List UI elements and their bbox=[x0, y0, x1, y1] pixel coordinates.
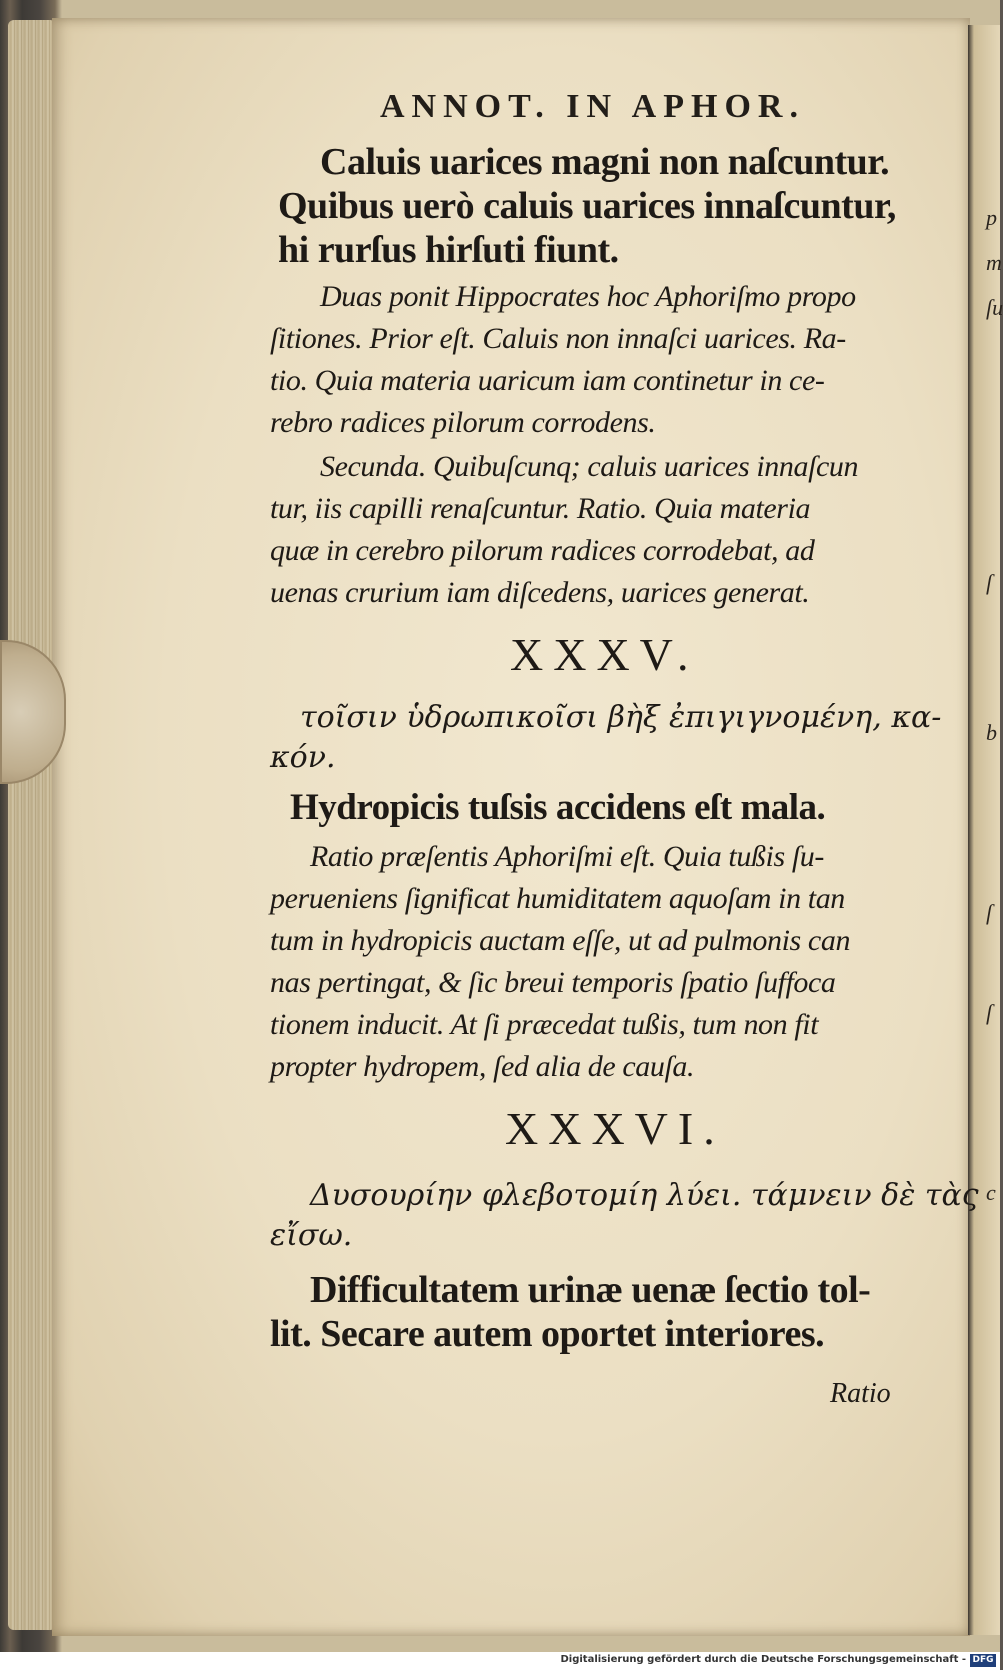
facing-page-fragment: ſu bbox=[986, 295, 1003, 320]
dfg-logo: DFG bbox=[970, 1654, 996, 1667]
aphorism-latin-line: Difficultatem urinæ uenæ ſectio tol- bbox=[310, 1269, 871, 1311]
facing-page-fragment: b bbox=[986, 720, 997, 745]
commentary-line: Secunda. Quibuſcunq; caluis uarices innaſcun bbox=[320, 450, 859, 483]
commentary-line: tio. Quia materia uaricum iam continetur in ce- bbox=[270, 364, 825, 397]
facing-page-fragment: c bbox=[986, 1180, 996, 1205]
aphorism-latin-line: Hydropicis tuſsis accidens eſt mala. bbox=[290, 787, 826, 828]
commentary-line: quæ in cerebro pilorum radices corrodebat, ad bbox=[270, 534, 815, 567]
commentary-line: tum in hydropicis auctam eſſe, ut ad pulmonis can bbox=[270, 924, 851, 957]
facing-page-fragment: p bbox=[986, 205, 997, 230]
commentary-line: tionem inducit. At ſi præcedat tußis, tum non fit bbox=[270, 1008, 819, 1041]
aphorism-latin-line: lit. Secare autem oportet interiores. bbox=[270, 1313, 825, 1355]
greek-text-line: κόν. bbox=[270, 740, 336, 775]
aphorism-latin-line: Caluis uarices magni non naſcuntur. bbox=[320, 141, 890, 183]
facing-page-fragment: ſ bbox=[986, 1000, 993, 1025]
footer-credit: Digitalisierung gefördert durch die Deutsche Forschungsgemeinschaft - bbox=[560, 1654, 966, 1665]
aphorism-latin-line: Quibus uerò caluis uarices innaſcuntur, bbox=[278, 185, 896, 227]
facing-page-fragment: ſ bbox=[986, 900, 993, 925]
greek-text-line: Δυσουρίην φλεβοτομίη λύει. τάμνειν δὲ τὰς bbox=[310, 1178, 979, 1213]
running-head: ANNOT. IN APHOR. bbox=[380, 88, 805, 125]
commentary-line: rebro radices pilorum corrodens. bbox=[270, 406, 656, 439]
commentary-line: perueniens ſignificat humiditatem aquoſam in tan bbox=[270, 882, 845, 915]
commentary-line: ſitiones. Prior eſt. Caluis non innaſci uarices. Ra- bbox=[270, 322, 846, 355]
aphorism-numeral: XXXVI. bbox=[505, 1103, 725, 1154]
commentary-line: tur, iis capilli renaſcuntur. Ratio. Quia materia bbox=[270, 492, 811, 525]
facing-page-fragment: m bbox=[986, 250, 1002, 275]
greek-text-line: τοῖσιν ὑδρωπικοῖσι βὴξ ἐπιγιγνομένη, κα- bbox=[300, 700, 942, 735]
commentary-line: nas pertingat, & ſic breui temporis ſpatio ſuffoca bbox=[270, 966, 836, 999]
catchword: Ratio bbox=[830, 1378, 891, 1409]
aphorism-latin-line: hi rurſus hirſuti fiunt. bbox=[278, 229, 619, 271]
commentary-line: uenas crurium iam diſcedens, uarices generat. bbox=[270, 576, 810, 609]
commentary-line: Duas ponit Hippocrates hoc Aphoriſmo propo bbox=[320, 280, 856, 313]
page-stack-edge bbox=[8, 20, 56, 1630]
commentary-line: propter hydropem, ſed alia de cauſa. bbox=[270, 1050, 695, 1083]
aphorism-numeral: XXXV. bbox=[510, 629, 699, 680]
facing-page-fragment: ſ bbox=[986, 570, 993, 595]
commentary-line: Ratio præſentis Aphoriſmi eſt. Quia tußis ſu- bbox=[310, 840, 824, 873]
greek-text-line: εἴσω. bbox=[270, 1218, 353, 1253]
